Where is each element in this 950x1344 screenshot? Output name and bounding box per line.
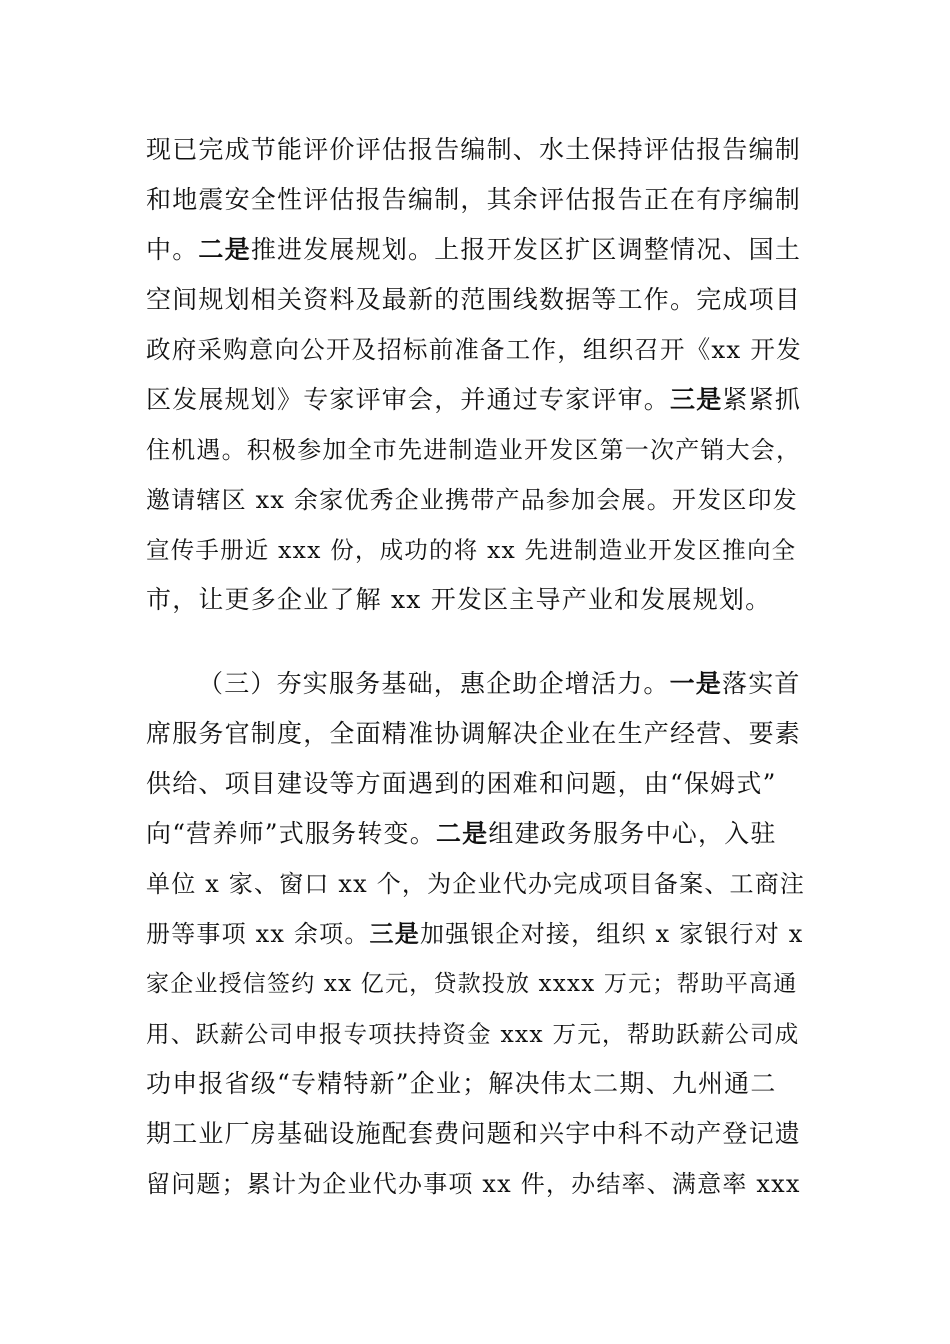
text-line: 留问题；累计为企业代办事项 xx 件，办结率、满意率 xxx bbox=[146, 1170, 801, 1198]
emphasis-text: 三是 bbox=[369, 920, 420, 948]
text-line: 和地震安全性评估报告编制，其余评估报告正在有序编制 bbox=[146, 185, 802, 214]
emphasis-text: 三是 bbox=[670, 385, 723, 414]
text-line: 单位 x 家、窗口 xx 个，为企业代办完成项目备案、工商注 bbox=[146, 870, 806, 898]
text-line: 册等事项 xx 余项。三是加强银企对接，组织 x 家银行对 x bbox=[146, 920, 804, 948]
text-line: 用、跃薪公司申报专项扶持资金 xxx 万元，帮助跃薪公司成 bbox=[146, 1020, 800, 1048]
emphasis-text: 一是 bbox=[669, 669, 723, 698]
text-line: 期工业厂房基础设施配套费问题和兴宇中科不动产登记遗 bbox=[146, 1119, 802, 1148]
text-line: 席服务官制度，全面精准协调解决企业在生产经营、要素 bbox=[146, 719, 802, 748]
text-line: 宣传手册近 xxx 份，成功的将 xx 先进制造业开发区推向全 bbox=[146, 536, 797, 564]
text-line: 供给、项目建设等方面遇到的困难和问题，由“保姆式” bbox=[146, 769, 777, 798]
text-line: 市，让更多企业了解 xx 开发区主导产业和发展规划。 bbox=[146, 585, 772, 614]
text-line: 中。二是推进发展规划。上报开发区扩区调整情况、国土 bbox=[146, 235, 802, 264]
text-line: 现已完成节能评价评估报告编制、水土保持评估报告编制 bbox=[146, 135, 802, 164]
text-line: 住机遇。积极参加全市先进制造业开发区第一次产销大会， bbox=[146, 436, 802, 464]
text-line: 空间规划相关资料及最新的范围线数据等工作。完成项目 bbox=[146, 285, 802, 314]
emphasis-text: 二是 bbox=[435, 819, 489, 848]
section-heading-line: （三）夯实服务基础，惠企助企增活力。一是落实首 bbox=[198, 669, 801, 698]
text-line: 区发展规划》专家评审会，并通过专家评审。三是紧紧抓 bbox=[146, 385, 802, 414]
text-line: 向“营养师”式服务转变。二是组建政务服务中心，入驻 bbox=[146, 819, 777, 848]
text-line: 邀请辖区 xx 余家优秀企业携带产品参加会展。开发区印发 bbox=[146, 486, 798, 514]
text-line: 家企业授信签约 xx 亿元，贷款投放 xxxx 万元；帮助平高通 bbox=[146, 971, 798, 997]
text-line: 功申报省级“专精特新”企业；解决伟太二期、九州通二 bbox=[146, 1069, 777, 1098]
text-line: 政府采购意向公开及招标前准备工作，组织召开《xx 开发 bbox=[146, 335, 802, 364]
emphasis-text: 二是 bbox=[198, 235, 251, 264]
